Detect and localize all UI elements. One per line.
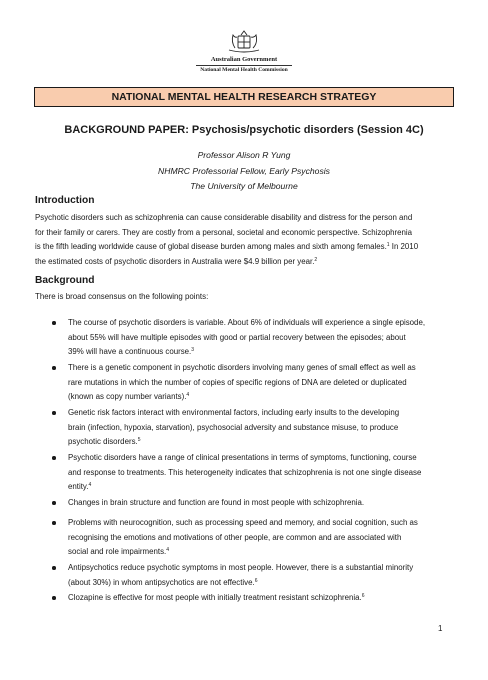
footnote-marker: 3 bbox=[191, 347, 195, 353]
footnote-marker: 6 bbox=[254, 577, 258, 584]
bullet-dot-icon bbox=[52, 321, 56, 325]
coat-of-arms-icon bbox=[221, 30, 267, 54]
bullet-text bbox=[68, 406, 456, 450]
government-logo bbox=[0, 30, 488, 74]
bullet-line: social and role impairments.$^4$ bbox=[68, 547, 170, 556]
bullet-line: Psychotic disorders have a range of clinical presentations in terms of symptoms, functioning, course bbox=[68, 453, 417, 462]
author-name: Professor Alison R Yung bbox=[197, 150, 291, 160]
author-position: NHMRC Professorial Fellow, Early Psychosis bbox=[158, 165, 330, 176]
header-rule bbox=[196, 65, 292, 66]
bullet-line: Clozapine is effective for most people with initially treatment resistant schizophrenia.$^6$ bbox=[68, 593, 365, 602]
bullet-dot-icon bbox=[52, 596, 56, 600]
footnote-marker: 4 bbox=[166, 547, 170, 553]
footnote-marker: 6 bbox=[361, 593, 365, 599]
bullet-line: There is a genetic component in psychotic disorders involving many genes of small effect as well as bbox=[68, 363, 416, 372]
introduction-line: the estimated costs of psychotic disorders in Australia were $4.9 billion per year.$^2$ bbox=[35, 256, 318, 266]
bullet-text bbox=[68, 496, 456, 511]
bullet-line: Changes in brain structure and function are found in most people with schizophrenia. bbox=[68, 498, 365, 507]
introduction-heading: Introduction bbox=[35, 195, 95, 206]
bullet-line: and response to treatments. This heterogeneity indicates that schizophrenia is not one single disease bbox=[68, 467, 422, 477]
strategy-banner: NATIONAL MENTAL HEALTH RESEARCH STRATEGY bbox=[34, 87, 454, 107]
bullet-line: brain (infection, hypoxia, starvation), psychosocial adversity and substance misuse, to produce bbox=[68, 422, 399, 432]
bullet-line: Genetic risk factors interact with environmental factors, including early insults to the developing bbox=[68, 408, 400, 417]
introduction-line: for their family or carers. They are costly from a personal, societal and economic perspective. Schizophrenia bbox=[35, 227, 413, 237]
bullet-text bbox=[68, 316, 456, 360]
bullet-dot-icon bbox=[52, 501, 56, 505]
paper-title: BACKGROUND PAPER: Psychosis/psychotic disorders (Session 4C) bbox=[64, 124, 424, 136]
author-block bbox=[0, 148, 488, 195]
government-name: Australian Government bbox=[210, 56, 278, 63]
bullet-line: (known as copy number variants).$^4$ bbox=[68, 392, 190, 401]
footnote-marker: 4 bbox=[186, 392, 190, 398]
commission-name: National Mental Health Commission bbox=[200, 67, 288, 73]
author-institution: The University of Melbourne bbox=[190, 181, 298, 191]
bullet-line: Antipsychotics reduce psychotic symptoms in most people. However, there is a substantial minority bbox=[68, 563, 414, 572]
bullet-line: 39% will have a continuous course.$^3$ bbox=[68, 347, 195, 356]
bullet-dot-icon bbox=[52, 366, 56, 370]
bullet-dot-icon bbox=[52, 411, 56, 415]
introduction-paragraph bbox=[35, 211, 453, 269]
bullet-line: recognising the emotions and motivations of other people, are common and are associated with bbox=[68, 532, 402, 542]
background-heading: Background bbox=[35, 275, 95, 286]
bullet-text bbox=[68, 561, 456, 590]
bullet-text bbox=[68, 361, 456, 405]
bullet-line: Problems with neurocognition, such as processing speed and memory, and social cognition, such as bbox=[68, 518, 418, 527]
page-number: 1 bbox=[438, 624, 443, 633]
bullet-line: psychotic disorders.$^5$ bbox=[68, 437, 141, 446]
introduction-line: Psychotic disorders such as schizophrenia can cause considerable disability and distress for the person and bbox=[35, 213, 413, 222]
footnote-marker: 4 bbox=[88, 482, 92, 488]
bullet-line: (about 30%) in whom antipsychotics are not effective.$^6$ bbox=[68, 577, 258, 587]
footnote-marker: 5 bbox=[137, 437, 141, 443]
bullet-dot-icon bbox=[52, 566, 56, 570]
bullet-text bbox=[68, 451, 456, 495]
bullet-line: rare mutations in which the number of copies of specific regions of DNA are deleted or duplicated bbox=[68, 377, 407, 387]
bullet-text bbox=[68, 591, 456, 606]
footnote-marker: 1 bbox=[386, 242, 390, 248]
bullet-line: The course of psychotic disorders is variable. About 6% of individuals will experience a single episode, bbox=[68, 318, 426, 327]
bullet-dot-icon bbox=[52, 521, 56, 525]
introduction-line: is the fifth leading worldwide cause of global disease burden among males and sixth among females.$^1$ In 2010 bbox=[35, 242, 419, 251]
background-intro: There is broad consensus on the following points: bbox=[35, 292, 209, 301]
bullet-dot-icon bbox=[52, 456, 56, 460]
bullet-line: about 55% will have multiple episodes with good or partial recovery between the episodes; about bbox=[68, 332, 406, 342]
footnote-marker: 2 bbox=[314, 256, 318, 263]
bullet-line: entity.$^4$ bbox=[68, 482, 92, 491]
bullet-text bbox=[68, 516, 456, 560]
